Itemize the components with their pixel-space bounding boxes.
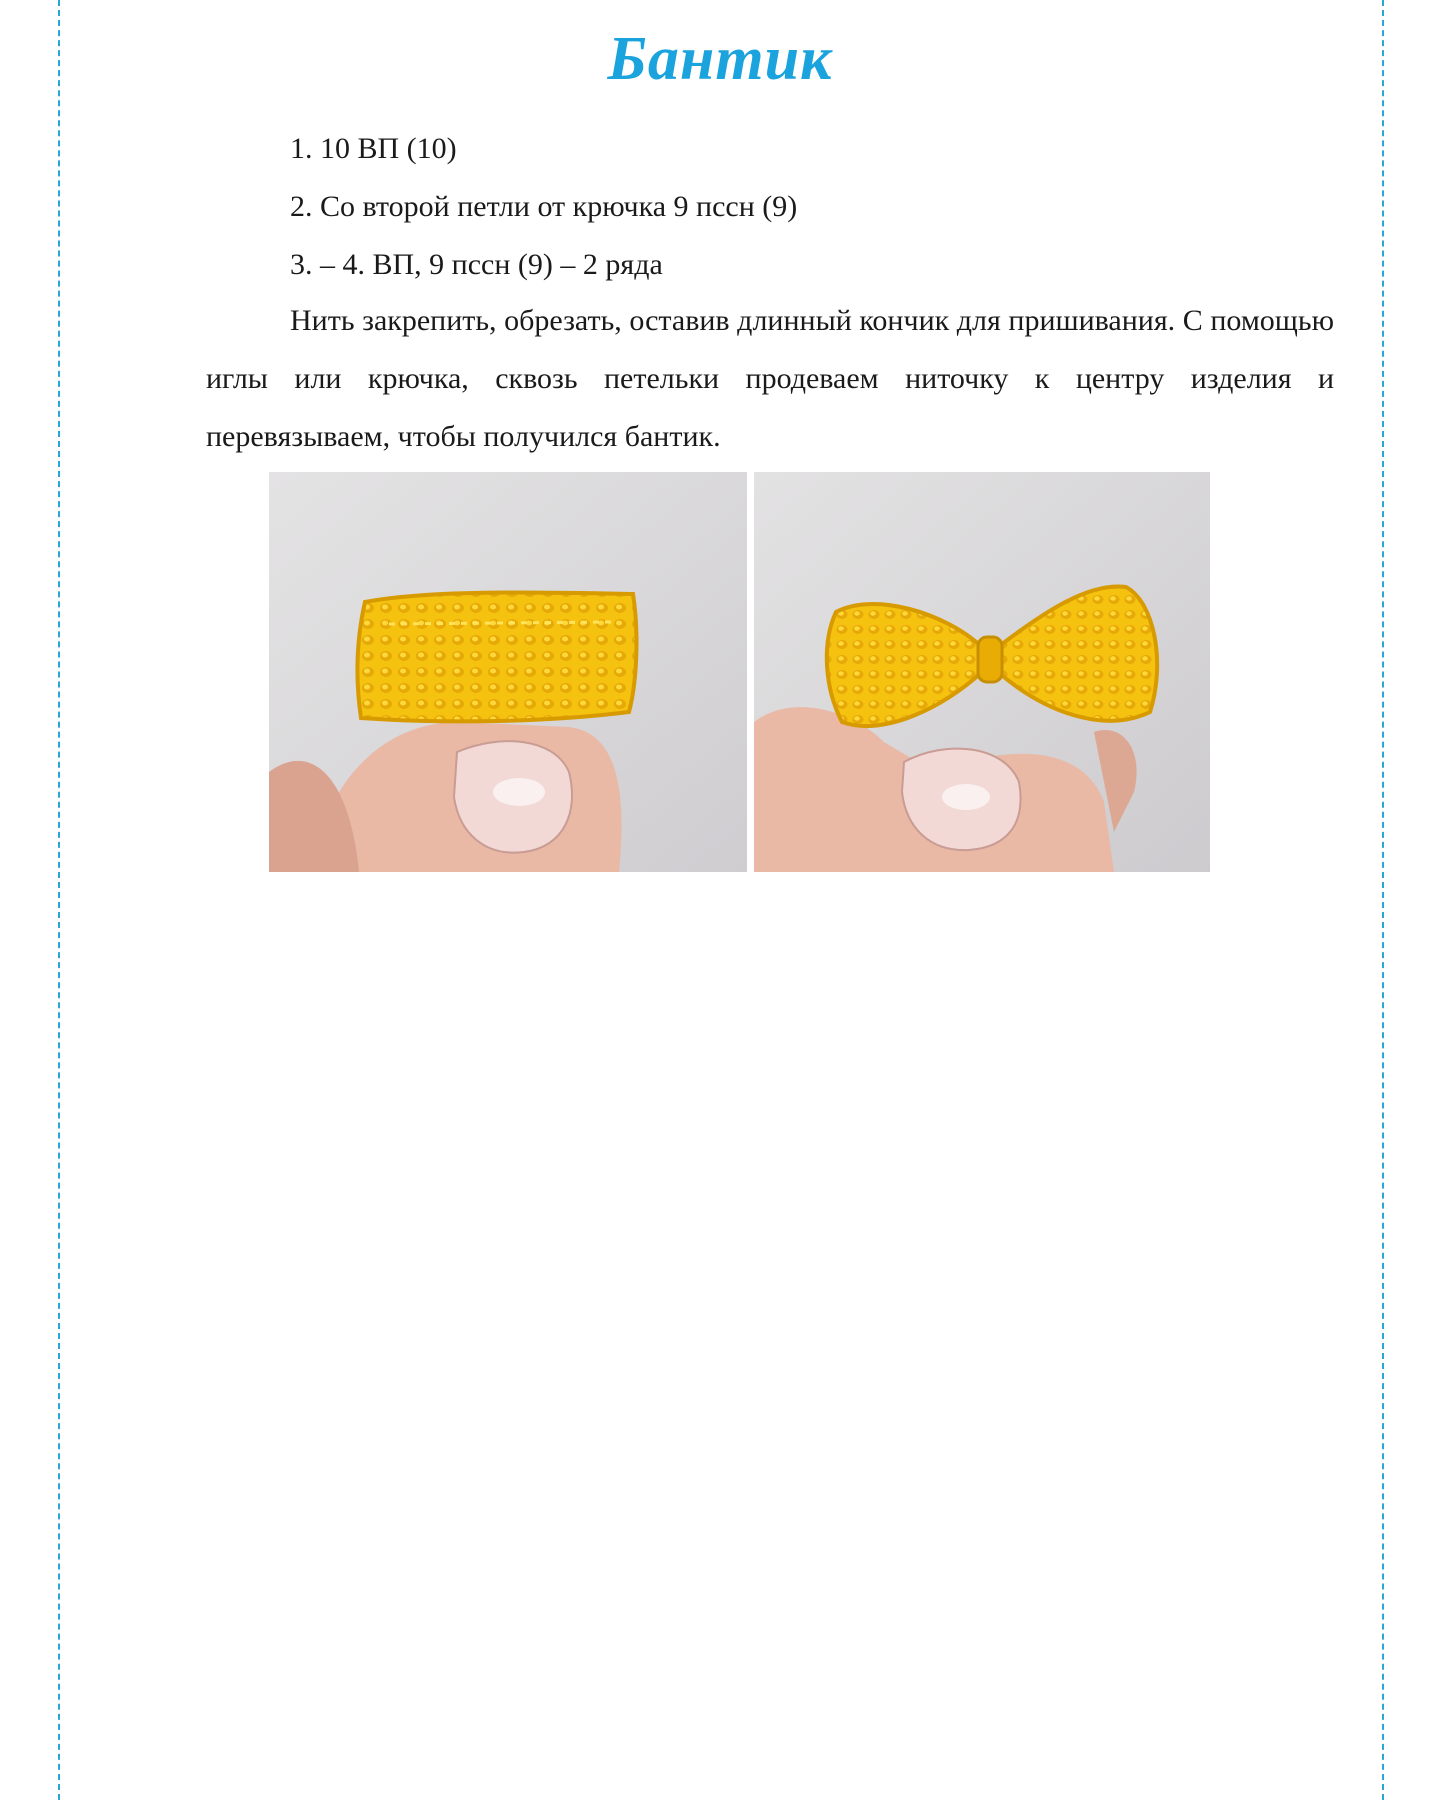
page-border-right (1382, 0, 1384, 1800)
step-item: 3. – 4. ВП, 9 пссн (9) – 2 ряда (290, 248, 663, 281)
steps-list (290, 120, 797, 294)
step-item: 2. Со второй петли от крючка 9 пссн (9) (290, 190, 798, 223)
page-border-left (58, 0, 60, 1800)
instruction-paragraph: Нить закрепить, обрезать, оставив длинный кончик для пришивания. С помощью иглы или крючка, сквозь петельки продеваем ниточку к центру изделия и перевязываем, чтобы получился бантик. (206, 304, 1334, 453)
page-title: Бантик (607, 25, 833, 93)
crochet-bow-photo (754, 472, 1210, 872)
crochet-rectangle-photo (269, 472, 747, 872)
step-item: 1. 10 ВП (10) (290, 132, 457, 165)
